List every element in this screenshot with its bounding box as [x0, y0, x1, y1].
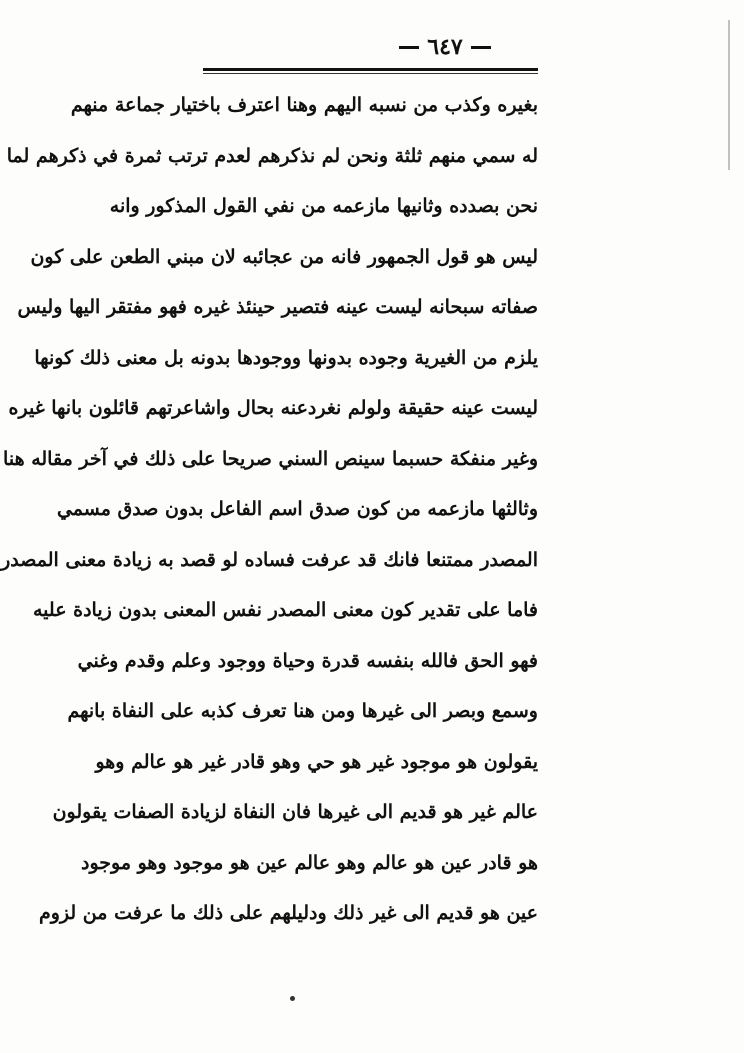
page-number: ٦٤٧	[427, 34, 463, 60]
text-line: المصدر ممتنعا فانك قد عرفت فساده لو قصد به زيادة معنى المصدر	[1, 548, 538, 571]
text-line: يلزم من الغيرية وجوده بدونها ووجودها بدونه بل معنى ذلك كونها	[34, 346, 538, 369]
text-line: ليس هو قول الجمهور فانه من عجائبه لان مبني الطعن على كون	[30, 245, 538, 268]
header-dash-right	[471, 46, 491, 49]
text-line: عين هو قديم الى غير ذلك ودليلهم على ذلك ما عرفت من لزوم	[38, 902, 538, 924]
header-rule	[203, 68, 538, 71]
text-line: عالم غير هو قديم الى غيرها فان النفاة لزيادة الصفات يقولون	[52, 801, 538, 823]
text-line: وغير منفكة حسبما سينص السني صريحا على ذلك في آخر مقاله هنا	[3, 447, 538, 470]
text-line: فاما على تقدير كون معنى المصدر نفس المعنى بدون زيادة عليه	[32, 599, 538, 621]
header-rule-thin	[203, 73, 538, 74]
text-line: له سمي منهم ثلثة ونحن لم نذكرهم لعدم ترتب ثمرة في ذكرهم لما	[6, 144, 538, 167]
page-edge-mark	[720, 20, 730, 170]
text-line: وثالثها مازعمه من كون صدق اسم الفاعل بدون صدق مسمي	[56, 498, 538, 520]
page-header	[370, 30, 520, 64]
body-text	[1, 80, 538, 939]
text-line: صفاته سبحانه ليست عينه فتصير حينئذ غيره فهو مفتقر اليها وليس	[17, 296, 538, 318]
text-line: ليست عينه حقيقة ولولم نغردعنه بحال واشاعرتهم قائلون بانها غيره	[8, 397, 538, 419]
text-line: يقولون هو موجود غير هو حي وهو قادر غير هو عالم وهو	[95, 750, 538, 773]
header-dash-left	[399, 46, 419, 49]
ink-dot	[290, 996, 295, 1001]
text-line: نحن بصدده وثانيها مازعمه من نفي القول المذكور وانه	[109, 195, 538, 217]
text-line: وسمع وبصر الى غيرها ومن هنا تعرف كذبه على النفاة بانهم	[67, 700, 538, 722]
text-line: فهو الحق فالله بنفسه قدرة وحياة ووجود وعلم وقدم وغني	[77, 649, 538, 672]
text-line: بغيره وكذب من نسبه اليهم وهنا اعترف باختيار جماعة منهم	[70, 94, 538, 116]
text-line: هو قادر عين هو عالم وهو عالم عين هو موجود وهو موجود	[80, 851, 538, 874]
